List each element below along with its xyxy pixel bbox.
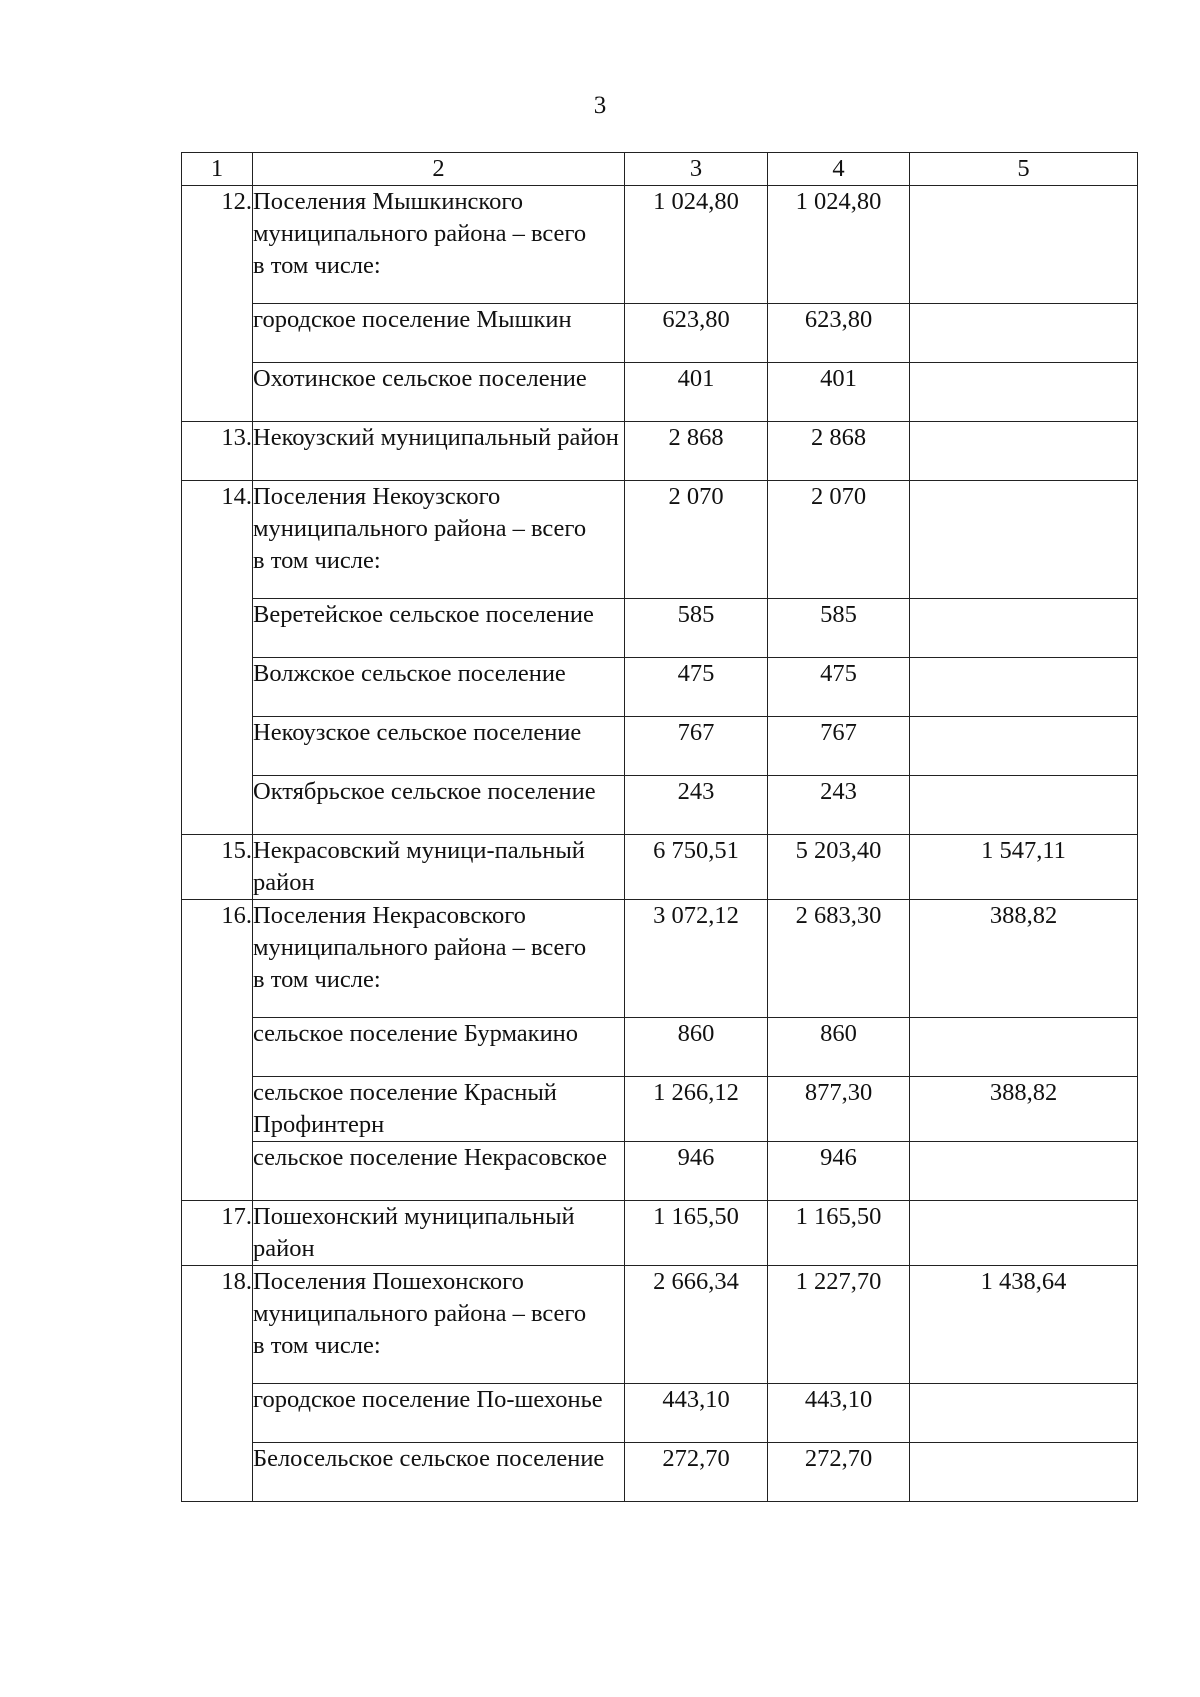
cell-col4: 946 [768,1142,910,1201]
cell-col4: 585 [768,599,910,658]
table-row [182,835,1138,900]
cell-col5 [910,1384,1138,1443]
table-header-row [182,153,1138,186]
cell-col5: 388,82 [910,900,1138,1018]
row-name-text: Поселения Пошехонского муниципального района – всего [253,1268,587,1327]
cell-col5 [910,481,1138,599]
table-row [182,1018,1138,1077]
row-name: сельское поселение Бурмакино [253,1018,625,1077]
row-number: 18. [182,1266,253,1502]
row-name: Пошехонский муниципальный район [253,1201,625,1266]
row-name: городское поселение Мышкин [253,304,625,363]
cell-col5 [910,776,1138,835]
row-name [253,186,625,304]
table-row [182,1077,1138,1142]
cell-col5 [910,1142,1138,1201]
row-name: Веретейское сельское поселение [253,599,625,658]
cell-col5 [910,1018,1138,1077]
row-name: Некрасовский муници-пальный район [253,835,625,900]
table-row [182,422,1138,481]
cell-col3: 623,80 [625,304,768,363]
row-name: городское поселение По-шехонье [253,1384,625,1443]
cell-col3: 1 165,50 [625,1201,768,1266]
cell-col4: 243 [768,776,910,835]
cell-col3: 2 666,34 [625,1266,768,1384]
row-name-text: Поселения Мышкинского муниципального района – всего [253,188,587,247]
table-row [182,1384,1138,1443]
column-header: 5 [910,153,1138,186]
row-name: сельское поселение Красный Профинтерн [253,1077,625,1142]
cell-col4: 443,10 [768,1384,910,1443]
column-header: 3 [625,153,768,186]
cell-col4: 767 [768,717,910,776]
allocation-table [181,152,1138,1502]
row-name: Охотинское сельское поселение [253,363,625,422]
cell-col5 [910,1443,1138,1502]
row-name: Волжское сельское поселение [253,658,625,717]
table-row [182,717,1138,776]
row-name: Некоузский муниципальный район [253,422,625,481]
cell-col3: 475 [625,658,768,717]
cell-col3: 2 070 [625,481,768,599]
row-name-text: Поселения Некрасовского муниципального района – всего [253,902,587,961]
cell-col3: 243 [625,776,768,835]
column-header: 2 [253,153,625,186]
cell-col4: 1 024,80 [768,186,910,304]
cell-col4: 1 227,70 [768,1266,910,1384]
cell-col4: 5 203,40 [768,835,910,900]
row-name [253,1266,625,1384]
cell-col4: 2 683,30 [768,900,910,1018]
column-header: 4 [768,153,910,186]
cell-col4: 877,30 [768,1077,910,1142]
table-row [182,1142,1138,1201]
cell-col3: 272,70 [625,1443,768,1502]
row-name: Некоузское сельское поселение [253,717,625,776]
cell-col3: 3 072,12 [625,900,768,1018]
row-name: Белосельское сельское поселение [253,1443,625,1502]
cell-col3: 1 024,80 [625,186,768,304]
row-subtitle: в том числе: [253,1332,381,1359]
row-name: Октябрьское сельское поселение [253,776,625,835]
cell-col5: 388,82 [910,1077,1138,1142]
cell-col3: 6 750,51 [625,835,768,900]
cell-col5 [910,717,1138,776]
cell-col3: 946 [625,1142,768,1201]
cell-col5 [910,304,1138,363]
table-row [182,599,1138,658]
cell-col3: 767 [625,717,768,776]
cell-col3: 401 [625,363,768,422]
row-subtitle: в том числе: [253,252,381,279]
cell-col4: 272,70 [768,1443,910,1502]
cell-col4: 2 070 [768,481,910,599]
page-number: 3 [593,92,607,119]
row-number: 14. [182,481,253,835]
row-subtitle: в том числе: [253,966,381,993]
table-row [182,363,1138,422]
cell-col5 [910,599,1138,658]
cell-col3: 1 266,12 [625,1077,768,1142]
cell-col5 [910,186,1138,304]
cell-col4: 860 [768,1018,910,1077]
table-row [182,1201,1138,1266]
row-number: 13. [182,422,253,481]
cell-col5: 1 547,11 [910,835,1138,900]
row-name [253,900,625,1018]
cell-col4: 475 [768,658,910,717]
row-number: 17. [182,1201,253,1266]
row-name-text: Поселения Некоузского муниципального района – всего [253,483,587,542]
cell-col5 [910,1201,1138,1266]
table-row [182,900,1138,1018]
cell-col4: 401 [768,363,910,422]
table-row [182,481,1138,599]
table-row [182,1443,1138,1502]
table-row [182,186,1138,304]
column-header: 1 [182,153,253,186]
table-row [182,1266,1138,1384]
cell-col3: 443,10 [625,1384,768,1443]
row-subtitle: в том числе: [253,547,381,574]
cell-col3: 2 868 [625,422,768,481]
cell-col5: 1 438,64 [910,1266,1138,1384]
table-row [182,304,1138,363]
cell-col3: 860 [625,1018,768,1077]
cell-col4: 2 868 [768,422,910,481]
cell-col5 [910,658,1138,717]
row-name [253,481,625,599]
row-number: 16. [182,900,253,1201]
row-name: сельское поселение Некрасовское [253,1142,625,1201]
table-row [182,658,1138,717]
row-number: 12. [182,186,253,422]
cell-col4: 1 165,50 [768,1201,910,1266]
row-number: 15. [182,835,253,900]
cell-col4: 623,80 [768,304,910,363]
table-row [182,776,1138,835]
cell-col3: 585 [625,599,768,658]
cell-col5 [910,363,1138,422]
cell-col5 [910,422,1138,481]
